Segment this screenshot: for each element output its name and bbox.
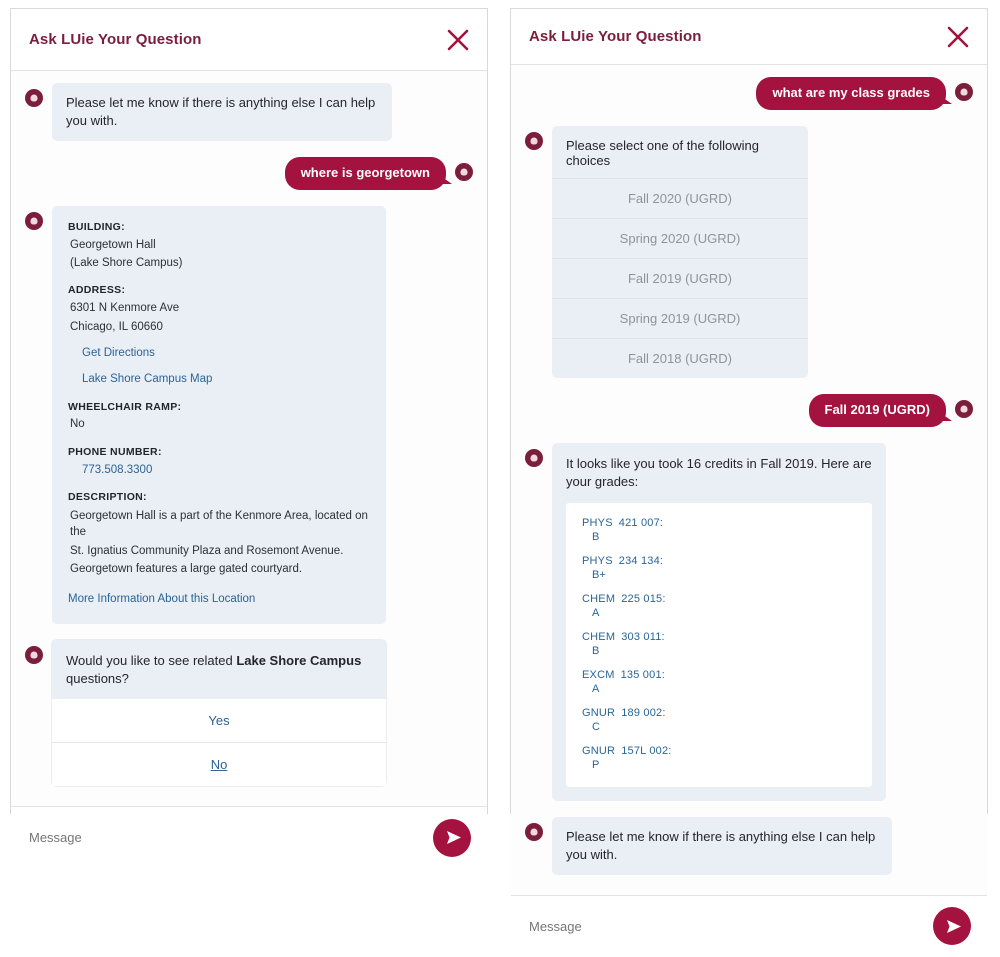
message-bot — [511, 817, 987, 875]
grade-row — [582, 593, 856, 619]
send-icon[interactable] — [433, 819, 471, 857]
prompt-bold: Lake Shore Campus — [236, 652, 362, 668]
grade-number: 303 011: — [621, 630, 665, 643]
description-line-2: St. Ignatius Community Plaza and Rosemont Avenue. — [70, 544, 344, 557]
grade-subject: GNUR — [582, 706, 616, 719]
message-input-left[interactable] — [27, 829, 327, 846]
send-icon[interactable] — [933, 907, 971, 945]
campus-map-link[interactable]: Lake Shore Campus Map — [82, 373, 213, 386]
grade-subject: CHEM — [582, 592, 616, 605]
grade-row — [582, 745, 856, 771]
chat-window-right — [510, 8, 988, 862]
grade-subject: CHEM — [582, 630, 616, 643]
grade-number: 225 015: — [621, 592, 666, 605]
grade-letter: A — [592, 682, 600, 695]
grade-subject: GNUR — [582, 744, 616, 757]
grade-number: 234 134: — [618, 554, 664, 567]
grade-subject: PHYS — [582, 516, 613, 529]
grade-number: 135 001: — [620, 668, 666, 681]
message-grades — [511, 443, 987, 801]
grade-course — [582, 517, 856, 529]
grade-course — [582, 669, 856, 681]
description-line-3: Georgetown features a large gated courtyard. — [70, 562, 303, 575]
grade-number: 157L 002: — [621, 744, 672, 757]
grade-letter: P — [592, 758, 600, 771]
grade-letter: C — [592, 720, 600, 733]
grades-card — [552, 443, 886, 801]
bot-avatar-icon — [25, 212, 43, 230]
chat-title-left: Ask LUie Your Question — [29, 31, 202, 48]
chat-header-right — [511, 9, 987, 65]
user-avatar-icon — [955, 400, 973, 418]
grade-course — [582, 707, 856, 719]
grades-intro-line-1: It looks like you took 16 credits in Fall 2019. Here are — [566, 455, 872, 471]
term-option-fall-2019[interactable]: Fall 2019 (UGRD) — [552, 258, 808, 298]
building-label: BUILDING: — [68, 220, 125, 233]
grade-course — [582, 593, 856, 605]
term-option-spring-2020[interactable]: Spring 2020 (UGRD) — [552, 218, 808, 258]
message-user — [511, 394, 987, 427]
related-questions-card — [52, 640, 386, 787]
close-icon[interactable] — [445, 27, 471, 53]
message-user — [11, 157, 487, 190]
term-option-fall-2020[interactable]: Fall 2020 (UGRD) — [552, 178, 808, 218]
address-line-2: Chicago, IL 60660 — [70, 320, 163, 333]
message-building-card — [11, 206, 487, 624]
grade-subject: EXCM — [582, 668, 615, 681]
message-input-right[interactable] — [527, 918, 827, 935]
chat-footer-left — [11, 806, 487, 868]
choice-yes-button[interactable]: Yes — [52, 699, 386, 742]
bot-message-text: Please let me know if there is anything else I can help you with. — [552, 817, 892, 875]
close-icon[interactable] — [945, 24, 971, 50]
grades-intro-text — [566, 455, 872, 491]
grade-course — [582, 555, 856, 567]
grade-number: 189 002: — [621, 706, 666, 719]
grade-row — [582, 517, 856, 543]
chat-footer-right — [511, 895, 987, 957]
grade-letter: B — [592, 644, 600, 657]
grades-intro-line-2: your grades: — [566, 473, 639, 489]
grades-list — [566, 503, 872, 787]
building-name: Georgetown Hall — [70, 238, 156, 251]
message-term-choices — [511, 126, 987, 378]
term-option-spring-2019[interactable]: Spring 2019 (UGRD) — [552, 298, 808, 338]
bot-avatar-icon — [525, 132, 543, 150]
grade-row — [582, 707, 856, 733]
chat-window-left — [10, 8, 488, 814]
chat-title-right: Ask LUie Your Question — [529, 28, 702, 45]
wheelchair-ramp-value: No — [70, 418, 85, 431]
prompt-part-2: questions? — [66, 670, 129, 686]
grade-subject: PHYS — [582, 554, 613, 567]
description-line-1: Georgetown Hall is a part of the Kenmore Area, located on the — [70, 509, 368, 539]
term-option-fall-2018[interactable]: Fall 2018 (UGRD) — [552, 338, 808, 378]
phone-number-label: PHONE NUMBER: — [68, 445, 162, 458]
grade-letter: B — [592, 530, 600, 543]
grade-course — [582, 745, 856, 757]
chat-messages-right — [511, 65, 987, 895]
prompt-part-1: Would you like to see related — [66, 652, 237, 668]
user-message-text: Fall 2019 (UGRD) — [809, 394, 946, 427]
description-label: DESCRIPTION: — [68, 491, 147, 504]
grade-letter: A — [592, 606, 600, 619]
user-avatar-icon — [955, 83, 973, 101]
bot-avatar-icon — [525, 449, 543, 467]
message-user — [511, 77, 987, 110]
term-prompt-text: Please select one of the following choices — [566, 137, 759, 168]
get-directions-link[interactable]: Get Directions — [82, 346, 155, 359]
bot-avatar-icon — [25, 89, 43, 107]
wheelchair-ramp-label: WHEELCHAIR RAMP: — [68, 400, 182, 413]
grade-course — [582, 631, 856, 643]
phone-number-link[interactable]: 773.508.3300 — [82, 463, 153, 476]
user-avatar-icon — [455, 163, 473, 181]
related-questions-text — [52, 640, 386, 700]
choice-no-button[interactable]: No — [52, 742, 386, 786]
bot-avatar-icon — [525, 823, 543, 841]
bot-message-text: Please let me know if there is anything else I can help you with. — [52, 83, 392, 141]
address-label: ADDRESS: — [68, 284, 126, 297]
grade-row — [582, 669, 856, 695]
bot-avatar-icon — [25, 646, 43, 664]
message-bot — [11, 83, 487, 141]
grade-row — [582, 555, 856, 581]
grade-row — [582, 631, 856, 657]
term-selection-card — [552, 126, 808, 378]
more-information-link[interactable]: More Information About this Location — [68, 593, 256, 606]
chat-messages-left — [11, 71, 487, 806]
address-line-1: 6301 N Kenmore Ave — [70, 302, 180, 315]
grade-number: 421 007: — [618, 516, 664, 529]
chat-header-left — [11, 9, 487, 71]
grade-letter: B+ — [592, 568, 606, 581]
user-message-text: where is georgetown — [285, 157, 446, 190]
message-prompt-card — [11, 640, 487, 787]
user-message-text: what are my class grades — [756, 77, 946, 110]
building-info-card — [52, 206, 386, 624]
building-campus: (Lake Shore Campus) — [70, 257, 183, 269]
